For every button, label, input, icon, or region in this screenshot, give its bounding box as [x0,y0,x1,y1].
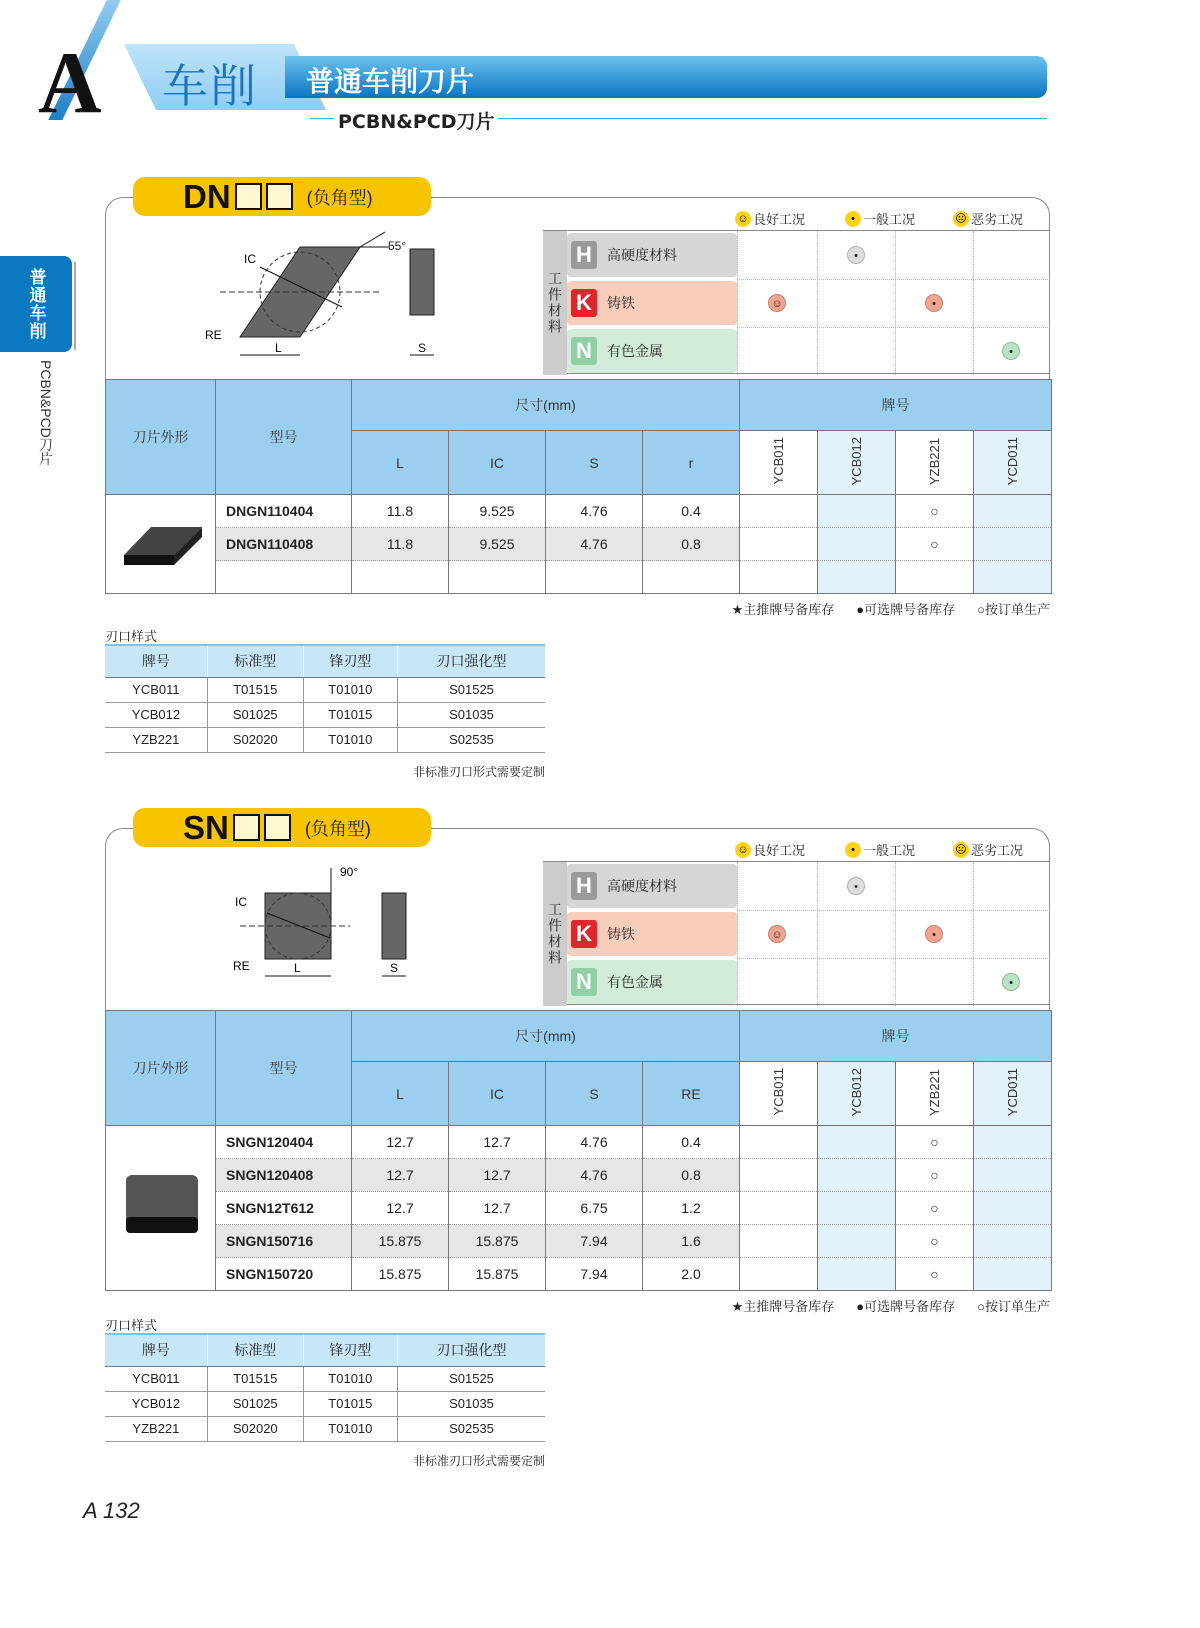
dim-cell: 0.8 [643,1159,740,1192]
row-divider [737,327,1050,328]
side-tab[interactable]: 普通车削 [0,256,72,352]
grade-availability-cell [740,1192,818,1225]
row-divider [737,910,1050,911]
grade-availability-cell [974,1126,1052,1159]
dim-cell: 7.94 [546,1225,643,1258]
placeholder-box [233,814,260,841]
placeholder-box [235,183,262,210]
smiley-bad-icon: ☹ [953,211,969,227]
dim-col-header: S [546,431,643,495]
legend-label: 一般工况 [863,843,916,858]
edge-col-header: 锋刃型 [303,1334,397,1366]
material-name: 铸铁 [607,295,635,311]
table-row [106,1192,1052,1225]
legend-normal [845,840,915,859]
material-suitability-table [543,861,1050,1005]
svg-text:L: L [294,961,301,975]
header-row [106,380,1052,431]
edge-cell: YZB221 [105,727,207,752]
legend-normal [845,209,915,228]
grade-availability-cell [740,528,818,561]
col-divider [817,862,818,1006]
grade-availability-cell [818,1225,896,1258]
dim-col-header: L [352,1062,449,1126]
dim-col-header: r [643,431,740,495]
col-divider [973,862,974,1006]
suitability-good-icon: ☺ [768,294,786,312]
model-header: 型号 [216,1011,352,1126]
suitability-normal-icon: • [847,246,865,264]
stock-legend-item: ●可选牌号备库存 [856,1299,956,1314]
grade-availability-cell [818,1159,896,1192]
placeholder-box [266,183,293,210]
material-name: 有色金属 [607,343,663,359]
dim-cell: 0.8 [643,528,740,561]
table-row [105,702,545,727]
grade-col-header [818,431,896,495]
insert-diagram [200,227,460,372]
smiley-good-icon: ☺ [735,211,751,227]
suitability-normal-icon: • [1002,973,1020,991]
edge-col-header: 刃口强化型 [398,645,546,677]
edge-style-table [105,1333,545,1442]
material-row-h [567,864,737,908]
header-row [106,1011,1052,1062]
custom-edge-note: 非标准刃口形式需要定制 [412,765,545,779]
legend-bad [953,209,1023,228]
grade-availability-cell [740,1258,818,1291]
dimension-table [105,1010,1052,1291]
grade-col-header [740,431,818,495]
grade-name: YCD011 [1005,1067,1020,1117]
material-name: 铸铁 [607,926,635,942]
edge-col-header: 锋刃型 [303,645,397,677]
smiley-good-icon: ☺ [735,842,751,858]
dim-cell: 0.4 [643,495,740,528]
grade-availability-cell [974,1258,1052,1291]
edge-cell: S01035 [398,1391,546,1416]
edge-cell: S02535 [398,727,546,752]
grade-availability-cell [818,528,896,561]
series-type: (负角型) [306,187,373,208]
dim-cell: 15.875 [449,1225,546,1258]
edge-cell: T01515 [207,1366,303,1391]
table-row [106,1258,1052,1291]
grade-availability-cell [818,1126,896,1159]
grade-availability-cell [818,1258,896,1291]
svg-text:IC: IC [244,252,256,266]
edge-col-header: 牌号 [105,645,207,677]
chapter-letter: A [38,35,102,132]
material-h-icon: H [571,241,597,269]
edge-cell: YCB012 [105,702,207,727]
material-name: 有色金属 [607,974,663,990]
grade-availability-cell [818,561,896,594]
angle-label: 90° [340,865,359,879]
stock-legend [732,1296,1050,1315]
dim-cell: 6.75 [546,1192,643,1225]
table-row [105,1416,545,1441]
dim-cell [546,561,643,594]
row-divider [737,958,1050,959]
grade-header: 牌号 [740,1011,1052,1062]
legend-bad [953,840,1023,859]
legend-label: 恶劣工况 [971,843,1024,858]
col-divider [895,231,896,375]
model-header: 型号 [216,380,352,495]
shape-header: 刀片外形 [106,1011,216,1126]
edge-cell: T01010 [303,677,397,702]
grade-col-header [974,1062,1052,1126]
edge-cell: YZB221 [105,1416,207,1441]
stock-legend-item: ★主推牌号备库存 [731,1299,835,1314]
table-row [105,1391,545,1416]
svg-text:S: S [418,341,427,355]
grade-col-header [740,1062,818,1126]
grade-availability-cell [974,528,1052,561]
material-row-n [567,329,737,373]
model-cell: SNGN120408 [216,1159,352,1192]
material-name: 高硬度材料 [607,878,677,894]
suitability-normal-icon: • [925,925,943,943]
edge-cell: S02020 [207,1416,303,1441]
dim-cell: 15.875 [352,1258,449,1291]
dim-cell: 4.76 [546,1126,643,1159]
table-row [106,1159,1052,1192]
dim-cell: 12.7 [352,1192,449,1225]
dim-cell: 9.525 [449,495,546,528]
grade-availability-cell [974,1159,1052,1192]
table-row [105,727,545,752]
grade-header: 牌号 [740,380,1052,431]
edge-cell: S02020 [207,727,303,752]
material-row-h [567,233,737,277]
material-row-k [567,912,737,956]
shape-header: 刀片外形 [106,380,216,495]
edge-col-header: 刃口强化型 [398,1334,546,1366]
dim-col-header: IC [449,1062,546,1126]
grade-availability-cell [974,1192,1052,1225]
dim-cell: 4.76 [546,528,643,561]
smiley-bad-icon: ☹ [953,842,969,858]
table-row [106,495,1052,528]
dim-cell: 1.6 [643,1225,740,1258]
series-code: SN [183,808,229,846]
dim-cell: 12.7 [449,1159,546,1192]
model-cell: SNGN120404 [216,1126,352,1159]
table-row [106,1225,1052,1258]
stock-legend [732,599,1050,618]
edge-col-header: 标准型 [207,1334,303,1366]
stock-legend-item: ●可选牌号备库存 [856,602,956,617]
grade-name: YZB221 [927,437,942,485]
col-divider [737,862,738,1006]
series-badge [133,177,431,216]
material-k-icon: K [571,920,597,948]
edge-style-label: 刃口样式 [105,1318,158,1333]
dim-cell: 11.8 [352,528,449,561]
grade-availability-cell: ○ [896,1126,974,1159]
model-cell: SNGN150716 [216,1225,352,1258]
model-cell [216,561,352,594]
stock-legend-item: ○按订单生产 [977,1299,1050,1314]
edge-cell: S01525 [398,677,546,702]
edge-cell: S01025 [207,1391,303,1416]
dim-cell [643,561,740,594]
edge-col-header: 牌号 [105,1334,207,1366]
dim-cell [449,561,546,594]
grade-availability-cell: ○ [896,528,974,561]
dim-cell [352,561,449,594]
dim-cell: 0.4 [643,1126,740,1159]
dims-header: 尺寸(mm) [352,1011,740,1062]
header-row [105,1334,545,1366]
legend-label: 良好工况 [753,212,806,227]
table-row [106,561,1052,594]
edge-col-header: 标准型 [207,645,303,677]
model-cell: DNGN110404 [216,495,352,528]
dim-col-header: RE [643,1062,740,1126]
suitability-good-icon: ☺ [768,925,786,943]
edge-cell: YCB011 [105,1366,207,1391]
legend-label: 一般工况 [863,212,916,227]
material-name: 高硬度材料 [607,247,677,263]
series-badge [133,808,431,847]
insert-diagram [200,858,460,1003]
svg-text:L: L [275,341,282,355]
svg-text:IC: IC [235,895,247,909]
edge-cell: S01035 [398,702,546,727]
grade-col-header [896,431,974,495]
grade-availability-cell [740,1126,818,1159]
edge-cell: T01515 [207,677,303,702]
insert-shape-image [106,1126,216,1291]
grade-col-header [818,1062,896,1126]
grade-availability-cell: ○ [896,1192,974,1225]
dim-col-header: S [546,1062,643,1126]
product-section-sn [0,808,1200,1468]
suitability-normal-icon: • [847,877,865,895]
grade-availability-cell [740,1225,818,1258]
model-cell: DNGN110408 [216,528,352,561]
grade-availability-cell [740,1159,818,1192]
grade-availability-cell [740,561,818,594]
col-divider [737,231,738,375]
edge-cell: S02535 [398,1416,546,1441]
grade-availability-cell: ○ [896,1258,974,1291]
stock-legend-item: ★主推牌号备库存 [731,602,835,617]
model-cell: SNGN12T612 [216,1192,352,1225]
edge-cell: YCB012 [105,1391,207,1416]
col-divider [973,231,974,375]
grade-availability-cell: ○ [896,1159,974,1192]
svg-text:S: S [390,961,399,975]
suitability-normal-icon: • [1002,342,1020,360]
grade-col-header [974,431,1052,495]
table-row [106,528,1052,561]
grade-name: YCB011 [771,1068,786,1116]
grade-name: YZB221 [927,1068,942,1116]
custom-edge-note: 非标准刃口形式需要定制 [412,1454,545,1468]
edge-cell: T01015 [303,1391,397,1416]
material-n-icon: N [571,968,597,996]
dim-cell: 9.525 [449,528,546,561]
grade-availability-cell: ○ [896,495,974,528]
edge-cell: T01010 [303,727,397,752]
dim-cell: 12.7 [352,1159,449,1192]
table-row [106,1126,1052,1159]
material-suitability-table [543,230,1050,374]
grade-availability-cell [974,1225,1052,1258]
product-section-dn [0,177,1200,817]
smiley-normal-icon: • [845,842,861,858]
table-row [105,1366,545,1391]
svg-text:RE: RE [205,328,222,342]
material-row-k [567,281,737,325]
grade-availability-cell [896,561,974,594]
grade-name: YCB011 [771,437,786,485]
page-number: A 132 [83,1498,140,1523]
angle-label: 55° [388,239,407,253]
dim-cell: 12.7 [352,1126,449,1159]
edge-cell: T01010 [303,1416,397,1441]
grade-availability-cell [974,495,1052,528]
material-h-icon: H [571,872,597,900]
dim-cell: 1.2 [643,1192,740,1225]
edge-cell: S01025 [207,702,303,727]
grade-col-header [896,1062,974,1126]
row-divider [737,279,1050,280]
edge-style-table [105,644,545,753]
edge-cell: T01015 [303,702,397,727]
grade-availability-cell: ○ [896,1225,974,1258]
legend-good [735,209,805,228]
grade-availability-cell [818,1192,896,1225]
edge-cell: T01010 [303,1366,397,1391]
dim-cell: 4.76 [546,1159,643,1192]
edge-cell: S01525 [398,1366,546,1391]
series-type: (负角型) [304,818,371,839]
dim-cell: 2.0 [643,1258,740,1291]
dim-col-header: L [352,431,449,495]
legend-label: 恶劣工况 [971,212,1024,227]
page-title: 普通车削刀片 [306,65,475,98]
material-label: 工件材料 [543,862,567,1006]
dims-header: 尺寸(mm) [352,380,740,431]
dim-cell: 12.7 [449,1192,546,1225]
edge-style-label: 刃口样式 [105,629,158,644]
stock-legend-item: ○按订单生产 [977,602,1050,617]
suitability-normal-icon: • [925,294,943,312]
grade-availability-cell [740,495,818,528]
legend-good [735,840,805,859]
edge-cell: YCB011 [105,677,207,702]
dim-cell: 11.8 [352,495,449,528]
legend-label: 良好工况 [753,843,806,858]
placeholder-box [264,814,291,841]
grade-name: YCB012 [849,1067,864,1117]
insert-shape-image [106,495,216,594]
grade-name: YCD011 [1005,436,1020,486]
header-row [105,645,545,677]
dim-cell: 12.7 [449,1126,546,1159]
material-n-icon: N [571,337,597,365]
dim-cell: 7.94 [546,1258,643,1291]
grade-availability-cell [818,495,896,528]
material-row-n [567,960,737,1004]
category-title: 车削 [162,60,258,112]
svg-text:RE: RE [233,959,250,973]
page-subtitle: PCBN&PCD刀片 [334,107,498,134]
col-divider [817,231,818,375]
grade-availability-cell [974,561,1052,594]
table-row [105,677,545,702]
col-divider [895,862,896,1006]
series-code: DN [183,177,231,215]
material-label: 工件材料 [543,231,567,375]
dim-col-header: IC [449,431,546,495]
smiley-normal-icon: • [845,211,861,227]
material-k-icon: K [571,289,597,317]
dim-cell: 15.875 [352,1225,449,1258]
dimension-table [105,379,1052,594]
dim-cell: 4.76 [546,495,643,528]
model-cell: SNGN150720 [216,1258,352,1291]
grade-name: YCB012 [849,436,864,486]
side-tab-subtitle: PCBN&PCD刀片 [38,360,54,466]
dim-cell: 15.875 [449,1258,546,1291]
